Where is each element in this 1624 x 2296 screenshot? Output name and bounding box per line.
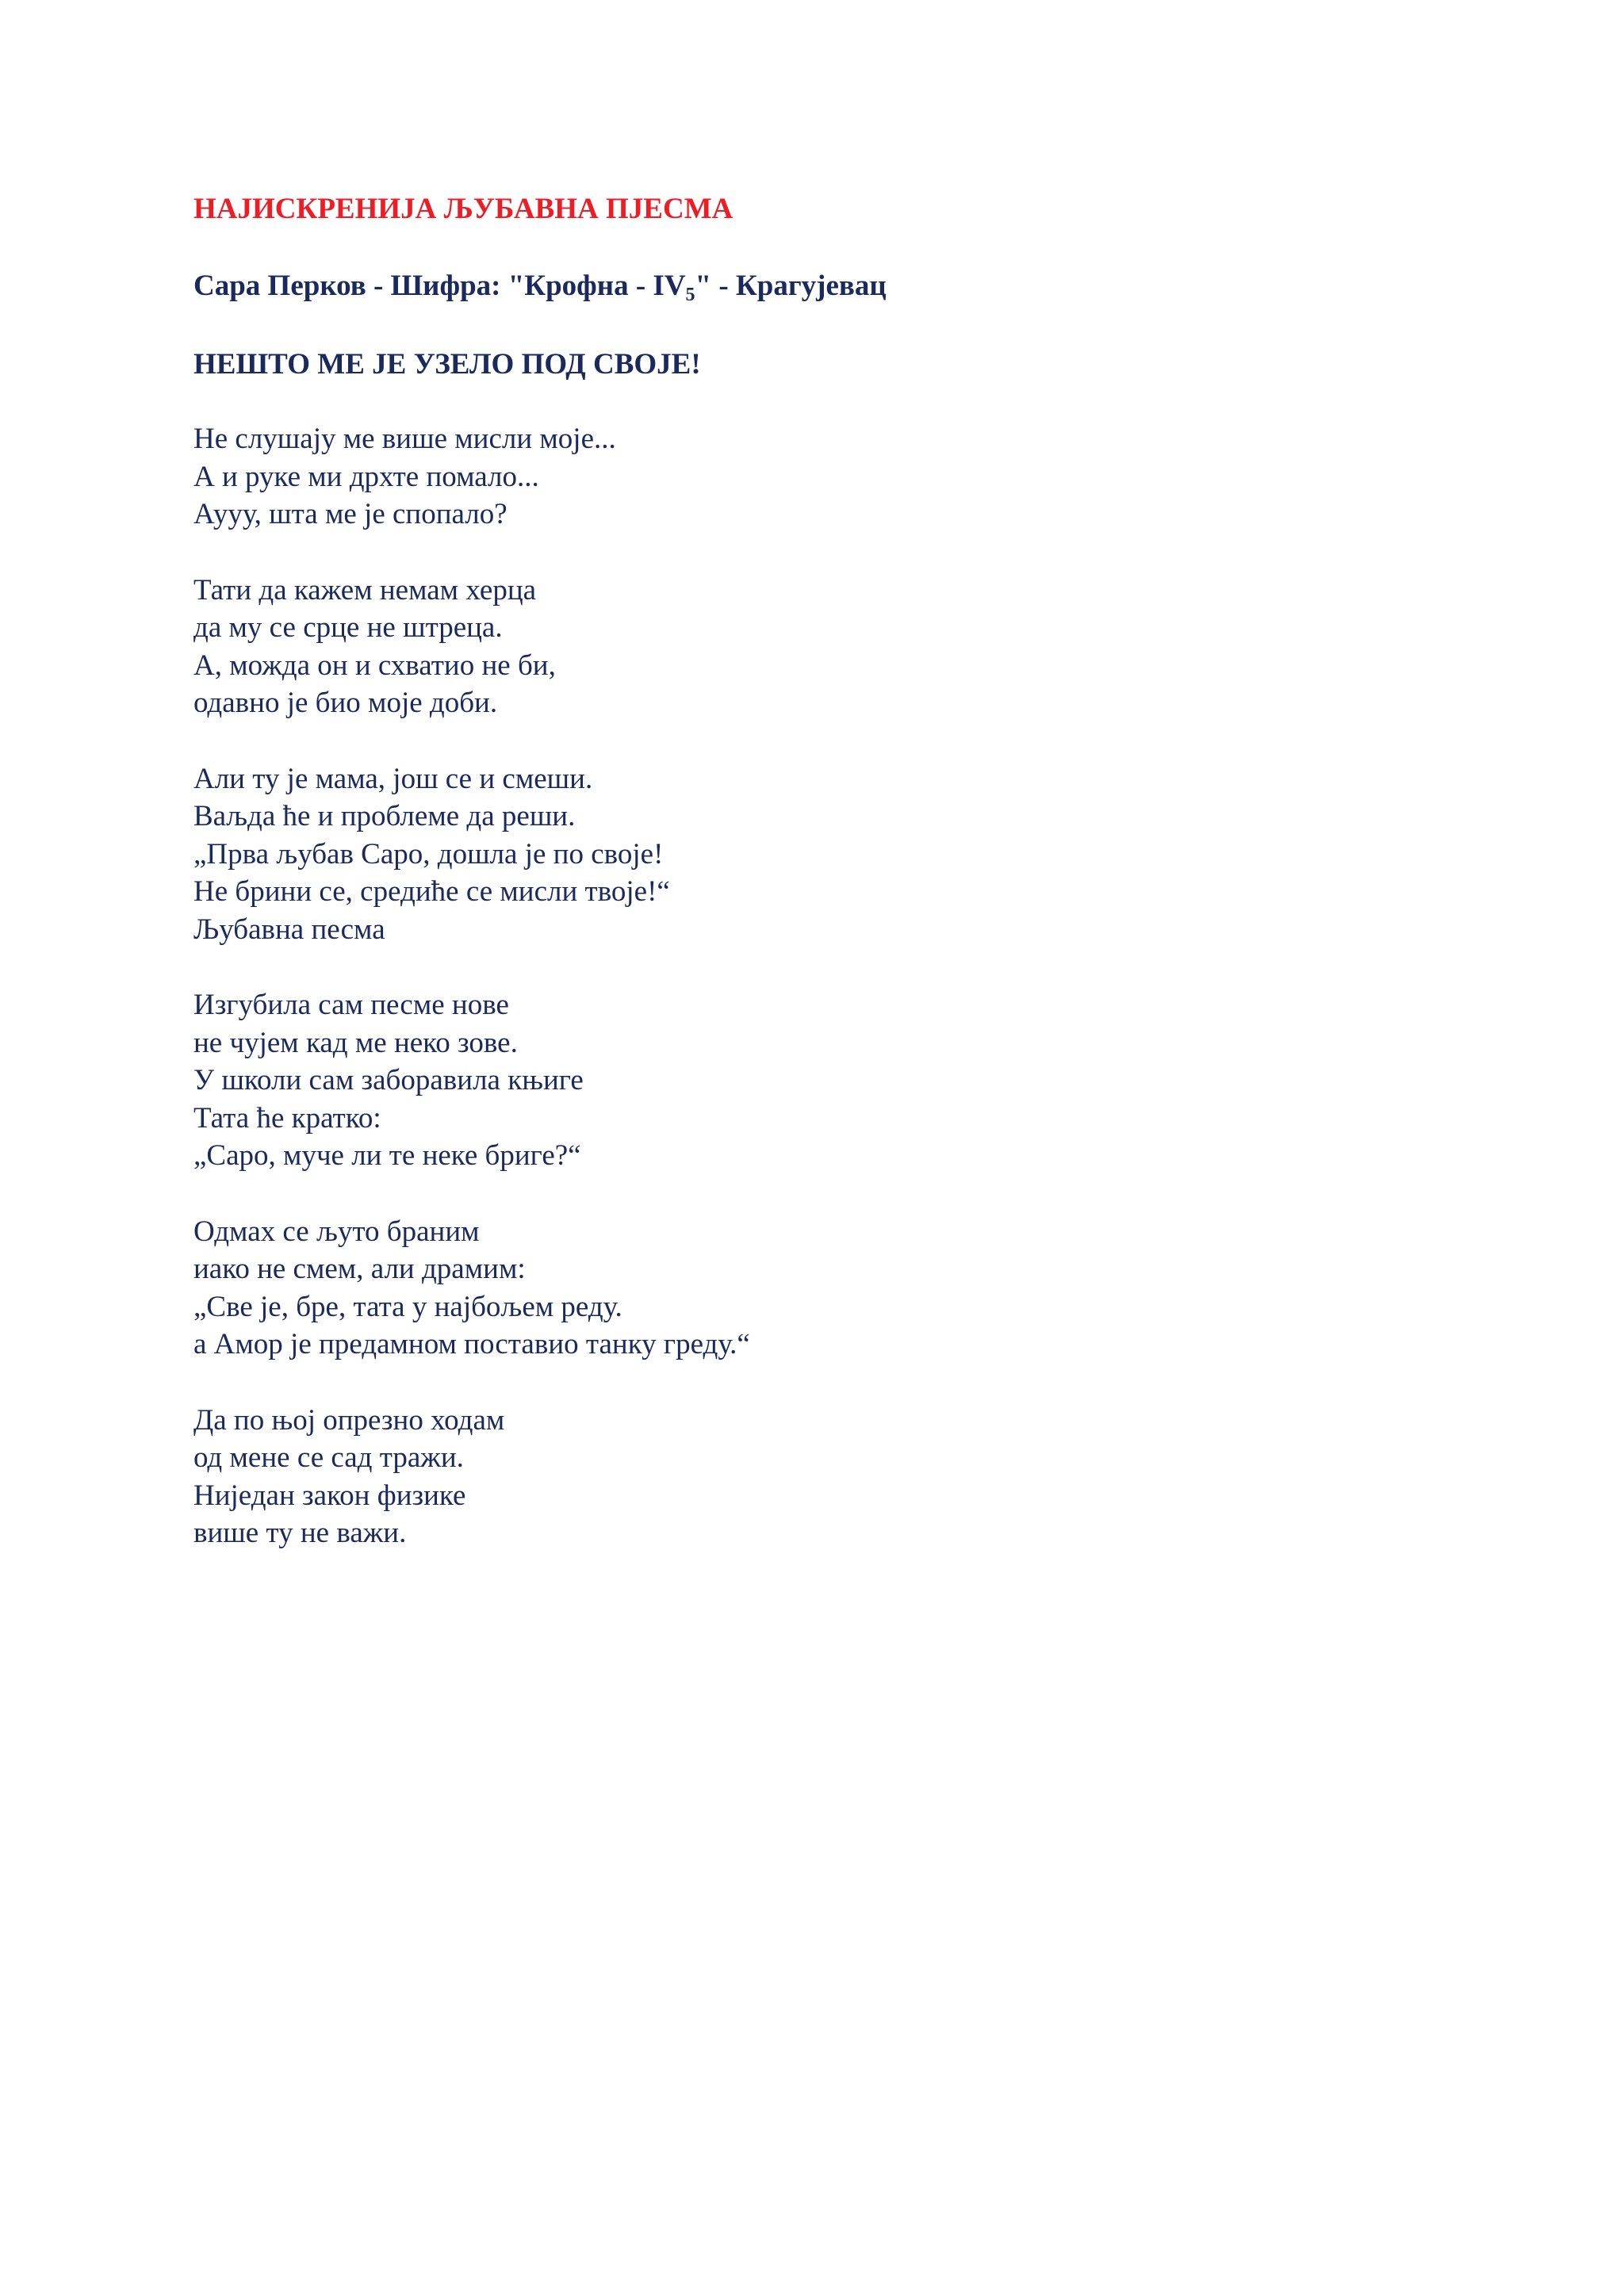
poem-line: Али ту је мама, још се и смеши. bbox=[193, 762, 593, 795]
poem-line: од мене се сад тражи. bbox=[193, 1441, 464, 1474]
poem-line: да му се срце не штреца. bbox=[193, 611, 503, 644]
stanza bbox=[193, 760, 1542, 949]
poem-line: У школи сам заборавила књиге bbox=[193, 1064, 584, 1096]
poem-line: Љубавна песма bbox=[193, 913, 385, 946]
poem-line: А и руке ми дрхте помало... bbox=[193, 460, 539, 493]
author-line-suffix: " - Крагујевац bbox=[695, 270, 887, 302]
author-line-subscript: 5 bbox=[685, 285, 695, 305]
poem-line: А, можда он и схватио не би, bbox=[193, 649, 556, 682]
poem-title: НЕШТО МЕ ЈЕ УЗЕЛО ПОД СВОЈЕ! bbox=[193, 348, 701, 381]
poem-line: „Саро, муче ли те неке бриге?“ bbox=[193, 1139, 581, 1172]
poem-line: Аууу, шта ме је спопало? bbox=[193, 498, 508, 530]
stanza bbox=[193, 1213, 1542, 1364]
stanza bbox=[193, 572, 1542, 722]
poem-line: одавно је био моје доби. bbox=[193, 687, 498, 719]
author-line-prefix: Сара Перков - Шифра: "Крофна - IV bbox=[193, 270, 686, 302]
poem-line: више ту не важи. bbox=[193, 1517, 407, 1549]
stanza bbox=[193, 986, 1542, 1175]
poem-line: Тата ће кратко: bbox=[193, 1101, 381, 1135]
poem-line: Ниједан закон физике bbox=[193, 1479, 466, 1512]
stanza bbox=[193, 420, 1542, 534]
poem-line: а Амор је предамном поставио танку греду.“ bbox=[193, 1328, 750, 1360]
poem-line: Не слушају ме више мисли моје... bbox=[193, 423, 616, 455]
poem-line: Ваљда ће и проблеме да реши. bbox=[193, 800, 576, 832]
poem-line: Да по њој опрезно ходам bbox=[193, 1403, 505, 1437]
author-line bbox=[193, 267, 1542, 305]
stanza bbox=[193, 1402, 1542, 1552]
poem-line: „Прва љубав Саро, дошла је по своје! bbox=[193, 837, 664, 871]
poem-body bbox=[193, 420, 1542, 1552]
poem-line: иако не смем, али драмим: bbox=[193, 1253, 526, 1285]
contest-title: НАЈИСКРЕНИЈА ЉУБАВНА ПЈЕСМА bbox=[193, 193, 733, 225]
poem-line: Изгубила сам песме нове bbox=[193, 989, 509, 1021]
poem-line: не чујем кад ме неко зове. bbox=[193, 1026, 518, 1059]
poem-line: Одмах се љуто браним bbox=[193, 1215, 480, 1248]
poem-line: „Све је, бре, тата у најбољем реду. bbox=[193, 1290, 622, 1323]
document-content bbox=[193, 190, 1542, 1590]
poem-line: Тати да кажем немам херца bbox=[193, 573, 537, 607]
poem-line: Не брини се, средиће се мисли твоје!“ bbox=[193, 875, 670, 908]
